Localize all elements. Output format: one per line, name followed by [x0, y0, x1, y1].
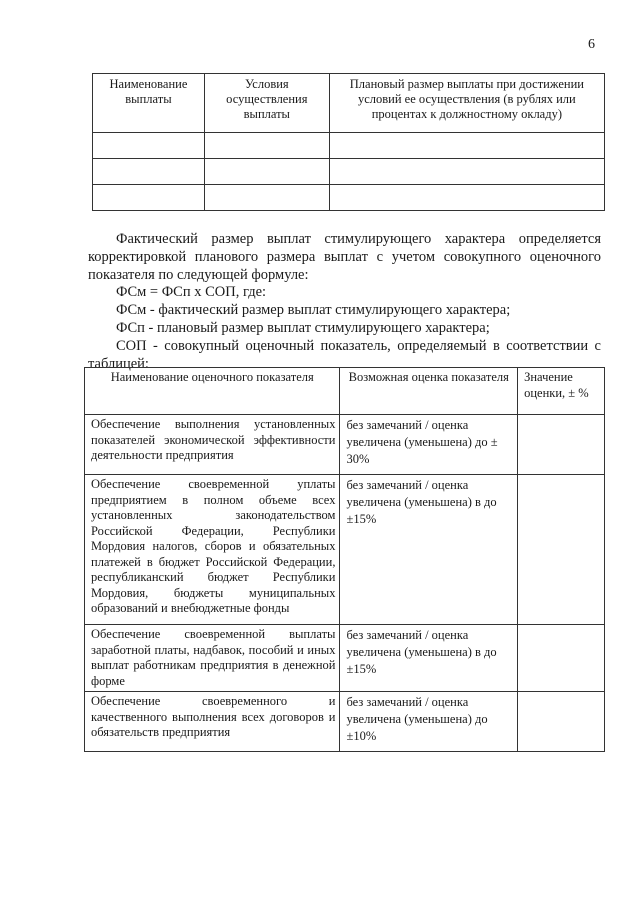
indicators-header-name: Наименование оценочного показателя — [85, 368, 340, 415]
indicator-score: без замечаний / оценка увеличена (уменьшена) до ±10% — [340, 692, 518, 752]
table-row — [85, 415, 605, 475]
indicators-header-value: Значение оценки, ± % — [518, 368, 605, 415]
payments-table — [92, 73, 605, 211]
indicators-table-header — [85, 368, 605, 415]
paragraph-sop: СОП - совокупный оценочный показатель, определяемый в соответствии с таблицей: — [88, 338, 601, 372]
table-row — [93, 185, 605, 211]
indicator-score: без замечаний / оценка увеличена (уменьшена) в до ±15% — [340, 475, 518, 625]
indicator-value — [518, 475, 605, 625]
definition-fsm: ФСм - фактический размер выплат стимулирующего характера; — [116, 302, 511, 318]
indicator-name: Обеспечение своевременного и качественного выполнения всех договоров и обязательств предприятия — [85, 692, 340, 752]
indicator-score: без замечаний / оценка увеличена (уменьшена) в до ±15% — [340, 625, 518, 692]
page-number: 6 — [588, 37, 595, 52]
indicator-value — [518, 625, 605, 692]
formula: ФСм = ФСп х СОП, где: — [116, 284, 267, 300]
paragraph-actual-size: Фактический размер выплат стимулирующего характера определяется корректировкой планового размера выплат с учетом совокупного оценочного показателя по следующей формуле: — [88, 231, 601, 283]
payments-header-name: Наименование выплаты — [93, 74, 205, 133]
indicator-name: Обеспечение своевременной уплаты предприятием в полном объеме всех установленных законодательством Российской Федерации, Республики Мордовия налогов, сборов и обязательных платежей в бюджет Российской Федерации, республиканский бюджет Республики Мордовия, бюджеты муниципальных образований и внебюджетные фонды — [85, 475, 340, 625]
payments-table-header — [93, 74, 605, 133]
indicator-name: Обеспечение своевременной выплаты заработной платы, надбавок, пособий и иных выплат работникам предприятия в денежной форме — [85, 625, 340, 692]
definition-fsp: ФСп - плановый размер выплат стимулирующего характера; — [116, 320, 490, 336]
table-row — [93, 133, 605, 159]
table-row — [85, 692, 605, 752]
table-row — [85, 475, 605, 625]
indicator-score: без замечаний / оценка увеличена (уменьшена) до ± 30% — [340, 415, 518, 475]
indicator-value — [518, 415, 605, 475]
indicators-table — [84, 367, 605, 752]
table-row — [93, 159, 605, 185]
payments-header-conditions: Условия осуществления выплаты — [204, 74, 329, 133]
indicators-header-score: Возможная оценка показателя — [340, 368, 518, 415]
payments-header-planned-size: Плановый размер выплаты при достижении условий ее осуществления (в рублях или процентах к должностному окладу) — [329, 74, 604, 133]
table-row — [85, 625, 605, 692]
indicator-value — [518, 692, 605, 752]
indicator-name: Обеспечение выполнения установленных показателей экономической эффективности деятельности предприятия — [85, 415, 340, 475]
